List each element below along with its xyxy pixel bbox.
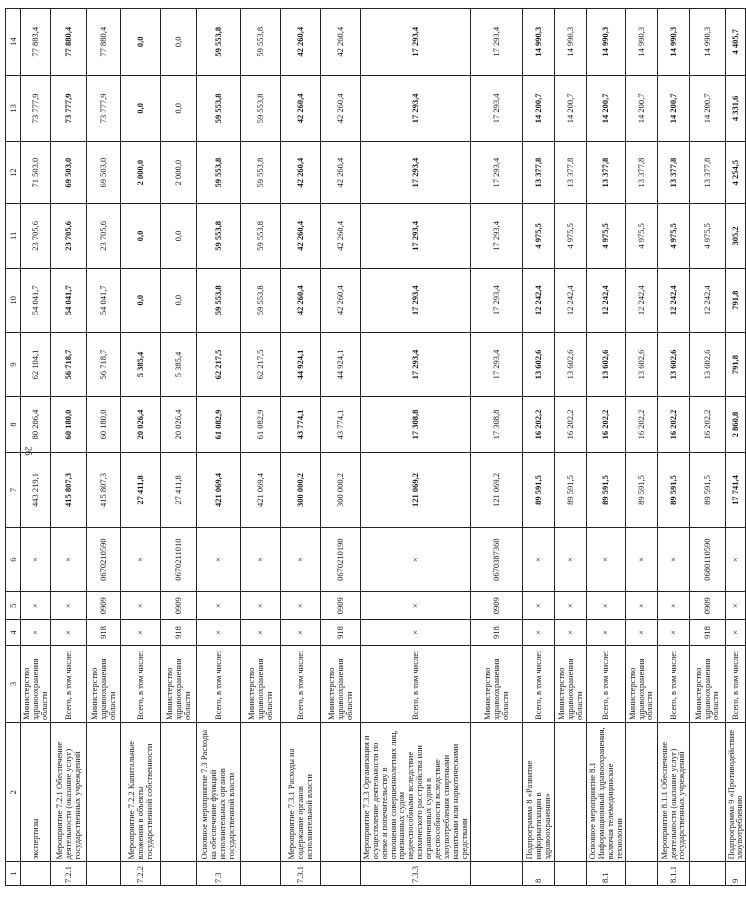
row-value: × bbox=[240, 592, 280, 620]
row-value: 16 202,2 bbox=[689, 397, 725, 453]
row-value: 17 308,8 bbox=[470, 397, 522, 453]
row-value: 42 260,4 bbox=[320, 75, 360, 141]
column-number: 13 bbox=[6, 75, 21, 141]
row-value: 17 293,4 bbox=[470, 9, 522, 76]
row-value: × bbox=[360, 620, 470, 646]
table-row bbox=[586, 9, 625, 886]
row-value: 14 200,7 bbox=[554, 75, 586, 141]
responsible-executor: Министерство здравоохранения области bbox=[86, 645, 120, 722]
row-value: 14 990,3 bbox=[586, 9, 625, 76]
row-value: 73 777,9 bbox=[86, 75, 120, 141]
measure-name: Подпрограмма 8 «Развитие информатизации в здравоохранении» bbox=[522, 723, 554, 862]
row-value: 89 591,5 bbox=[625, 452, 657, 527]
table-row bbox=[689, 9, 725, 886]
row-value: 14 200,7 bbox=[689, 75, 725, 141]
measure-name: Мероприятие 7.3.1 Расходы на содержание органов исполнительной власти bbox=[280, 723, 320, 862]
row-value: × bbox=[196, 592, 240, 620]
measure-name bbox=[240, 723, 280, 862]
row-value: × bbox=[725, 620, 746, 646]
row-value: 918 bbox=[689, 620, 725, 646]
row-value: 13 377,8 bbox=[625, 142, 657, 204]
column-number: 12 bbox=[6, 142, 21, 204]
row-value: 17 293,4 bbox=[360, 9, 470, 76]
row-value: 59 553,8 bbox=[196, 142, 240, 204]
row-value: 77 880,4 bbox=[50, 9, 86, 76]
row-value: 54 041,7 bbox=[50, 268, 86, 332]
page-number: 26 bbox=[23, 446, 34, 456]
row-value: 17 293,4 bbox=[470, 332, 522, 396]
row-value: 23 705,6 bbox=[21, 204, 51, 268]
row-value: 54 041,7 bbox=[21, 268, 51, 332]
row-value: 62 104,1 bbox=[21, 332, 51, 396]
column-number: 3 bbox=[6, 645, 21, 722]
row-value: 61 082,9 bbox=[240, 397, 280, 453]
responsible-executor: Всего, в том числе: bbox=[360, 645, 470, 722]
row-value: 20 026,4 bbox=[160, 397, 196, 453]
row-value: 918 bbox=[470, 620, 522, 646]
row-value: 4 975,5 bbox=[554, 204, 586, 268]
table-row bbox=[360, 9, 470, 886]
row-value: 14 990,3 bbox=[625, 9, 657, 76]
row-code bbox=[470, 862, 522, 886]
row-value: 14 990,3 bbox=[689, 9, 725, 76]
row-value: 4 331,6 bbox=[725, 75, 746, 141]
row-value: 4 254,5 bbox=[725, 142, 746, 204]
row-value: × bbox=[725, 592, 746, 620]
row-value: 59 553,8 bbox=[240, 268, 280, 332]
row-value: 17 308,8 bbox=[360, 397, 470, 453]
row-code bbox=[689, 862, 725, 886]
row-code: 7.3.3 bbox=[360, 862, 470, 886]
row-value: 17 293,4 bbox=[470, 268, 522, 332]
row-value: × bbox=[21, 592, 51, 620]
row-value: 20 026,4 bbox=[120, 397, 160, 453]
row-value: 12 242,4 bbox=[625, 268, 657, 332]
row-value: 918 bbox=[86, 620, 120, 646]
budget-table-sheet bbox=[5, 8, 745, 886]
row-value: 121 069,2 bbox=[470, 452, 522, 527]
row-value: × bbox=[360, 592, 470, 620]
row-value: 61 082,9 bbox=[196, 397, 240, 453]
responsible-executor: Всего, в том числе: bbox=[586, 645, 625, 722]
row-value: 0,0 bbox=[120, 75, 160, 141]
row-value: 12 242,4 bbox=[689, 268, 725, 332]
row-value: 13 377,8 bbox=[554, 142, 586, 204]
row-value: 13 377,8 bbox=[522, 142, 554, 204]
row-code: 8.1 bbox=[586, 862, 625, 886]
row-value: 44 924,1 bbox=[320, 332, 360, 396]
table-row bbox=[280, 9, 320, 886]
row-value: × bbox=[196, 527, 240, 591]
row-value: 42 260,4 bbox=[280, 9, 320, 76]
row-value: 14 200,7 bbox=[522, 75, 554, 141]
responsible-executor: Всего, в том числе: bbox=[196, 645, 240, 722]
row-value: 0680110590 bbox=[689, 527, 725, 591]
row-value: 14 200,7 bbox=[586, 75, 625, 141]
responsible-executor: Всего, в том числе: bbox=[657, 645, 689, 722]
row-value: 16 202,2 bbox=[625, 397, 657, 453]
row-value: × bbox=[21, 620, 51, 646]
row-value: 13 602,6 bbox=[689, 332, 725, 396]
row-value: 17 293,4 bbox=[360, 142, 470, 204]
responsible-executor: Всего, в том числе: bbox=[522, 645, 554, 722]
row-value: 421 069,4 bbox=[196, 452, 240, 527]
row-value: × bbox=[50, 620, 86, 646]
row-value: 42 260,4 bbox=[320, 204, 360, 268]
row-value: 12 242,4 bbox=[522, 268, 554, 332]
row-value: 59 553,8 bbox=[240, 204, 280, 268]
row-value: 14 200,7 bbox=[657, 75, 689, 141]
measure-name bbox=[689, 723, 725, 862]
row-value: 4 975,5 bbox=[625, 204, 657, 268]
row-value: 5 385,4 bbox=[160, 332, 196, 396]
row-code bbox=[21, 862, 51, 886]
row-value: 73 777,9 bbox=[50, 75, 86, 141]
row-value: 0909 bbox=[470, 592, 522, 620]
row-value: 59 553,8 bbox=[240, 142, 280, 204]
row-value: 121 069,2 bbox=[360, 452, 470, 527]
row-value: 56 718,7 bbox=[86, 332, 120, 396]
column-number: 10 bbox=[6, 268, 21, 332]
row-value: 42 260,4 bbox=[320, 9, 360, 76]
responsible-executor: Всего, в том числе: bbox=[280, 645, 320, 722]
row-value: 69 503,0 bbox=[86, 142, 120, 204]
table-row bbox=[657, 9, 689, 886]
row-value: × bbox=[360, 527, 470, 591]
row-value: 13 602,6 bbox=[657, 332, 689, 396]
responsible-executor: Всего, в том числе: bbox=[725, 645, 746, 722]
measure-name bbox=[554, 723, 586, 862]
responsible-executor: Министерство здравоохранения области bbox=[689, 645, 725, 722]
row-value: 59 553,8 bbox=[196, 9, 240, 76]
budget-table bbox=[5, 8, 746, 886]
row-value: × bbox=[625, 592, 657, 620]
measure-name: Основное мероприятие 8.1 Информационный здравоохранения, включая телемедицинские технологии bbox=[586, 723, 625, 862]
row-code: 7.2.2 bbox=[120, 862, 160, 886]
row-value: 89 591,5 bbox=[522, 452, 554, 527]
row-code bbox=[240, 862, 280, 886]
column-number: 5 bbox=[6, 592, 21, 620]
measure-name bbox=[470, 723, 522, 862]
responsible-executor: Всего, в том числе: bbox=[50, 645, 86, 722]
table-row bbox=[522, 9, 554, 886]
row-value: 0,0 bbox=[160, 204, 196, 268]
row-value: 2 000,0 bbox=[160, 142, 196, 204]
row-value: × bbox=[554, 527, 586, 591]
row-value: 27 411,8 bbox=[120, 452, 160, 527]
row-value: 62 217,5 bbox=[196, 332, 240, 396]
row-value: 12 242,4 bbox=[554, 268, 586, 332]
row-value: 23 705,6 bbox=[50, 204, 86, 268]
table-row bbox=[554, 9, 586, 886]
row-value: 0670210190 bbox=[320, 527, 360, 591]
row-value: 16 202,2 bbox=[657, 397, 689, 453]
table-row bbox=[160, 9, 196, 886]
measure-name: Мероприятие 7.2.1 Обеспечение деятельности (оказание услуг) государственных учреждений bbox=[50, 723, 86, 862]
row-value: 4 405,7 bbox=[725, 9, 746, 76]
row-value: 13 602,6 bbox=[522, 332, 554, 396]
row-code: 7.3 bbox=[196, 862, 240, 886]
measure-name: Мероприятие 7.2.2 Капитальные вложения в объекты государственной собственности bbox=[120, 723, 160, 862]
row-value: 13 602,6 bbox=[625, 332, 657, 396]
row-value: 43 774,1 bbox=[280, 397, 320, 453]
row-value: 69 503,0 bbox=[50, 142, 86, 204]
measure-name: Основное мероприятие 7.3 Расходы на обеспечение функций исполнительных органов государственной власти bbox=[196, 723, 240, 862]
row-value: 0670211010 bbox=[160, 527, 196, 591]
column-number: 2 bbox=[6, 723, 21, 862]
row-value: 23 705,6 bbox=[86, 204, 120, 268]
column-number: 4 bbox=[6, 620, 21, 646]
column-number: 14 bbox=[6, 9, 21, 76]
row-value: 17 741,4 bbox=[725, 452, 746, 527]
responsible-executor: Министерство здравоохранения области bbox=[240, 645, 280, 722]
row-code: 8.1.1 bbox=[657, 862, 689, 886]
row-value: 0909 bbox=[320, 592, 360, 620]
row-value: 5 385,4 bbox=[120, 332, 160, 396]
row-value: 60 180,0 bbox=[50, 397, 86, 453]
measure-name: экспертизы bbox=[21, 723, 51, 862]
row-value: 16 202,2 bbox=[522, 397, 554, 453]
row-value: 13 377,8 bbox=[657, 142, 689, 204]
row-value: 17 293,4 bbox=[470, 142, 522, 204]
row-code: 7.2.1 bbox=[50, 862, 86, 886]
row-value: 300 000,2 bbox=[280, 452, 320, 527]
measure-name bbox=[160, 723, 196, 862]
row-value: 89 591,5 bbox=[586, 452, 625, 527]
row-value: 17 293,4 bbox=[360, 268, 470, 332]
row-value: 791,8 bbox=[725, 332, 746, 396]
responsible-executor: Министерство здравоохранения области bbox=[21, 645, 51, 722]
row-value: 17 293,4 bbox=[360, 332, 470, 396]
row-value: × bbox=[120, 592, 160, 620]
row-value: 12 242,4 bbox=[657, 268, 689, 332]
row-value: 4 975,5 bbox=[586, 204, 625, 268]
row-code: 9 bbox=[725, 862, 746, 886]
measure-name bbox=[625, 723, 657, 862]
table-row bbox=[50, 9, 86, 886]
row-value: 60 180,0 bbox=[86, 397, 120, 453]
row-value: 42 260,4 bbox=[280, 204, 320, 268]
row-value: 2 860,8 bbox=[725, 397, 746, 453]
row-value: 59 553,8 bbox=[196, 75, 240, 141]
row-value: 300 000,2 bbox=[320, 452, 360, 527]
row-value: 918 bbox=[320, 620, 360, 646]
table-row bbox=[625, 9, 657, 886]
row-value: 59 553,8 bbox=[240, 75, 280, 141]
row-value: 14 990,3 bbox=[554, 9, 586, 76]
responsible-executor: Министерство здравоохранения области bbox=[625, 645, 657, 722]
row-value: 59 553,8 bbox=[240, 9, 280, 76]
responsible-executor: Министерство здравоохранения области bbox=[320, 645, 360, 722]
row-value: 17 293,4 bbox=[360, 204, 470, 268]
table-row bbox=[196, 9, 240, 886]
row-value: × bbox=[554, 592, 586, 620]
table-row bbox=[240, 9, 280, 886]
row-code bbox=[625, 862, 657, 886]
row-value: 17 293,4 bbox=[360, 75, 470, 141]
row-value: 16 202,2 bbox=[554, 397, 586, 453]
row-value: × bbox=[625, 527, 657, 591]
row-value: 415 807,3 bbox=[50, 452, 86, 527]
row-value: 0,0 bbox=[160, 75, 196, 141]
row-value: 918 bbox=[160, 620, 196, 646]
row-value: × bbox=[586, 592, 625, 620]
row-value: 13 377,8 bbox=[689, 142, 725, 204]
measure-name: Мероприятие 8.1.1 Обеспечение деятельности (оказание услуг) государственных учреждений bbox=[657, 723, 689, 862]
row-value: × bbox=[625, 620, 657, 646]
row-value: 0,0 bbox=[120, 9, 160, 76]
row-value: 14 990,3 bbox=[522, 9, 554, 76]
row-value: 44 924,1 bbox=[280, 332, 320, 396]
row-value: 305,2 bbox=[725, 204, 746, 268]
row-value: 42 260,4 bbox=[280, 75, 320, 141]
row-value: 73 777,9 bbox=[21, 75, 51, 141]
row-value: 59 553,8 bbox=[196, 268, 240, 332]
column-number-row bbox=[6, 9, 21, 886]
row-value: 12 242,4 bbox=[586, 268, 625, 332]
column-number: 9 bbox=[6, 332, 21, 396]
row-value: 421 069,4 bbox=[240, 452, 280, 527]
responsible-executor: Министерство здравоохранения области bbox=[160, 645, 196, 722]
row-value: 0,0 bbox=[160, 9, 196, 76]
column-number: 11 bbox=[6, 204, 21, 268]
row-value: × bbox=[522, 527, 554, 591]
row-value: × bbox=[657, 527, 689, 591]
row-value: × bbox=[554, 620, 586, 646]
row-value: 17 293,4 bbox=[470, 75, 522, 141]
row-value: × bbox=[522, 620, 554, 646]
row-value: 443 219,1 bbox=[21, 452, 51, 527]
row-value: 14 200,7 bbox=[625, 75, 657, 141]
table-row bbox=[320, 9, 360, 886]
row-value: × bbox=[657, 592, 689, 620]
measure-name: Подпрограмма 9 «Противодействие злоупотреблению bbox=[725, 723, 746, 862]
row-value: 0909 bbox=[160, 592, 196, 620]
row-value: 13 602,6 bbox=[586, 332, 625, 396]
row-value: × bbox=[21, 527, 51, 591]
row-value: 54 041,7 bbox=[86, 268, 120, 332]
row-value: 56 718,7 bbox=[50, 332, 86, 396]
row-value: × bbox=[50, 592, 86, 620]
row-value: 14 990,3 bbox=[657, 9, 689, 76]
row-value: 77 880,4 bbox=[86, 9, 120, 76]
table-row bbox=[470, 9, 522, 886]
row-value: × bbox=[280, 620, 320, 646]
row-value: 77 883,4 bbox=[21, 9, 51, 76]
row-value: × bbox=[120, 620, 160, 646]
row-value: 0909 bbox=[86, 592, 120, 620]
row-value: × bbox=[120, 527, 160, 591]
row-code: 7.3.1 bbox=[280, 862, 320, 886]
row-value: 0670387360 bbox=[470, 527, 522, 591]
table-row bbox=[120, 9, 160, 886]
row-value: × bbox=[586, 620, 625, 646]
row-value: 42 260,4 bbox=[320, 142, 360, 204]
row-value: 0,0 bbox=[120, 204, 160, 268]
row-value: 42 260,4 bbox=[280, 268, 320, 332]
row-value: × bbox=[725, 527, 746, 591]
row-code bbox=[160, 862, 196, 886]
row-value: 80 206,4 bbox=[21, 397, 51, 453]
row-value: × bbox=[240, 527, 280, 591]
measure-name bbox=[320, 723, 360, 862]
row-value: × bbox=[586, 527, 625, 591]
row-value: × bbox=[240, 620, 280, 646]
row-value: × bbox=[50, 527, 86, 591]
row-value: × bbox=[522, 592, 554, 620]
row-value: 42 260,4 bbox=[320, 268, 360, 332]
row-value: 13 377,8 bbox=[586, 142, 625, 204]
row-value: 0909 bbox=[689, 592, 725, 620]
row-value: 89 591,5 bbox=[554, 452, 586, 527]
row-value: 4 975,5 bbox=[522, 204, 554, 268]
row-value: 13 602,6 bbox=[554, 332, 586, 396]
row-value: 27 411,8 bbox=[160, 452, 196, 527]
row-value: 62 217,5 bbox=[240, 332, 280, 396]
row-value: 43 774,1 bbox=[320, 397, 360, 453]
responsible-executor: Министерство здравоохранения области bbox=[554, 645, 586, 722]
row-value: × bbox=[196, 620, 240, 646]
measure-name: Мероприятие 7.3.3 Организация и осуществление деятельности по опеке и попечительству в отношении совершеннолетних лиц, признанных судом недееспособными вследствие психического расстройства или ограниченных судом в дееспособности вследствие злоупотребления спиртными напитками или наркотическими средствами bbox=[360, 723, 470, 862]
row-code bbox=[320, 862, 360, 886]
column-number: 6 bbox=[6, 527, 21, 591]
row-value: 89 591,5 bbox=[689, 452, 725, 527]
row-value: 17 293,4 bbox=[470, 204, 522, 268]
column-number: 1 bbox=[6, 862, 21, 886]
row-value: 4 975,5 bbox=[657, 204, 689, 268]
row-value: 0670210590 bbox=[86, 527, 120, 591]
column-number: 8 bbox=[6, 397, 21, 453]
table-row bbox=[86, 9, 120, 886]
row-code: 8 bbox=[522, 862, 554, 886]
responsible-executor: Министерство здравоохранения области bbox=[470, 645, 522, 722]
responsible-executor: Всего, в том числе: bbox=[120, 645, 160, 722]
table-row bbox=[21, 9, 51, 886]
row-value: 42 260,4 bbox=[280, 142, 320, 204]
row-value: 415 807,3 bbox=[86, 452, 120, 527]
row-value: 791,8 bbox=[725, 268, 746, 332]
row-code bbox=[86, 862, 120, 886]
column-number: 7 bbox=[6, 452, 21, 527]
row-value: 89 591,5 bbox=[657, 452, 689, 527]
row-value: 59 553,8 bbox=[196, 204, 240, 268]
row-value: 4 975,5 bbox=[689, 204, 725, 268]
row-code bbox=[554, 862, 586, 886]
row-value: 0,0 bbox=[160, 268, 196, 332]
row-value: 0,0 bbox=[120, 268, 160, 332]
row-value: × bbox=[280, 527, 320, 591]
measure-name bbox=[86, 723, 120, 862]
table-row bbox=[725, 9, 746, 886]
row-value: × bbox=[280, 592, 320, 620]
row-value: × bbox=[657, 620, 689, 646]
row-value: 71 503,0 bbox=[21, 142, 51, 204]
row-value: 2 000,0 bbox=[120, 142, 160, 204]
row-value: 16 202,2 bbox=[586, 397, 625, 453]
